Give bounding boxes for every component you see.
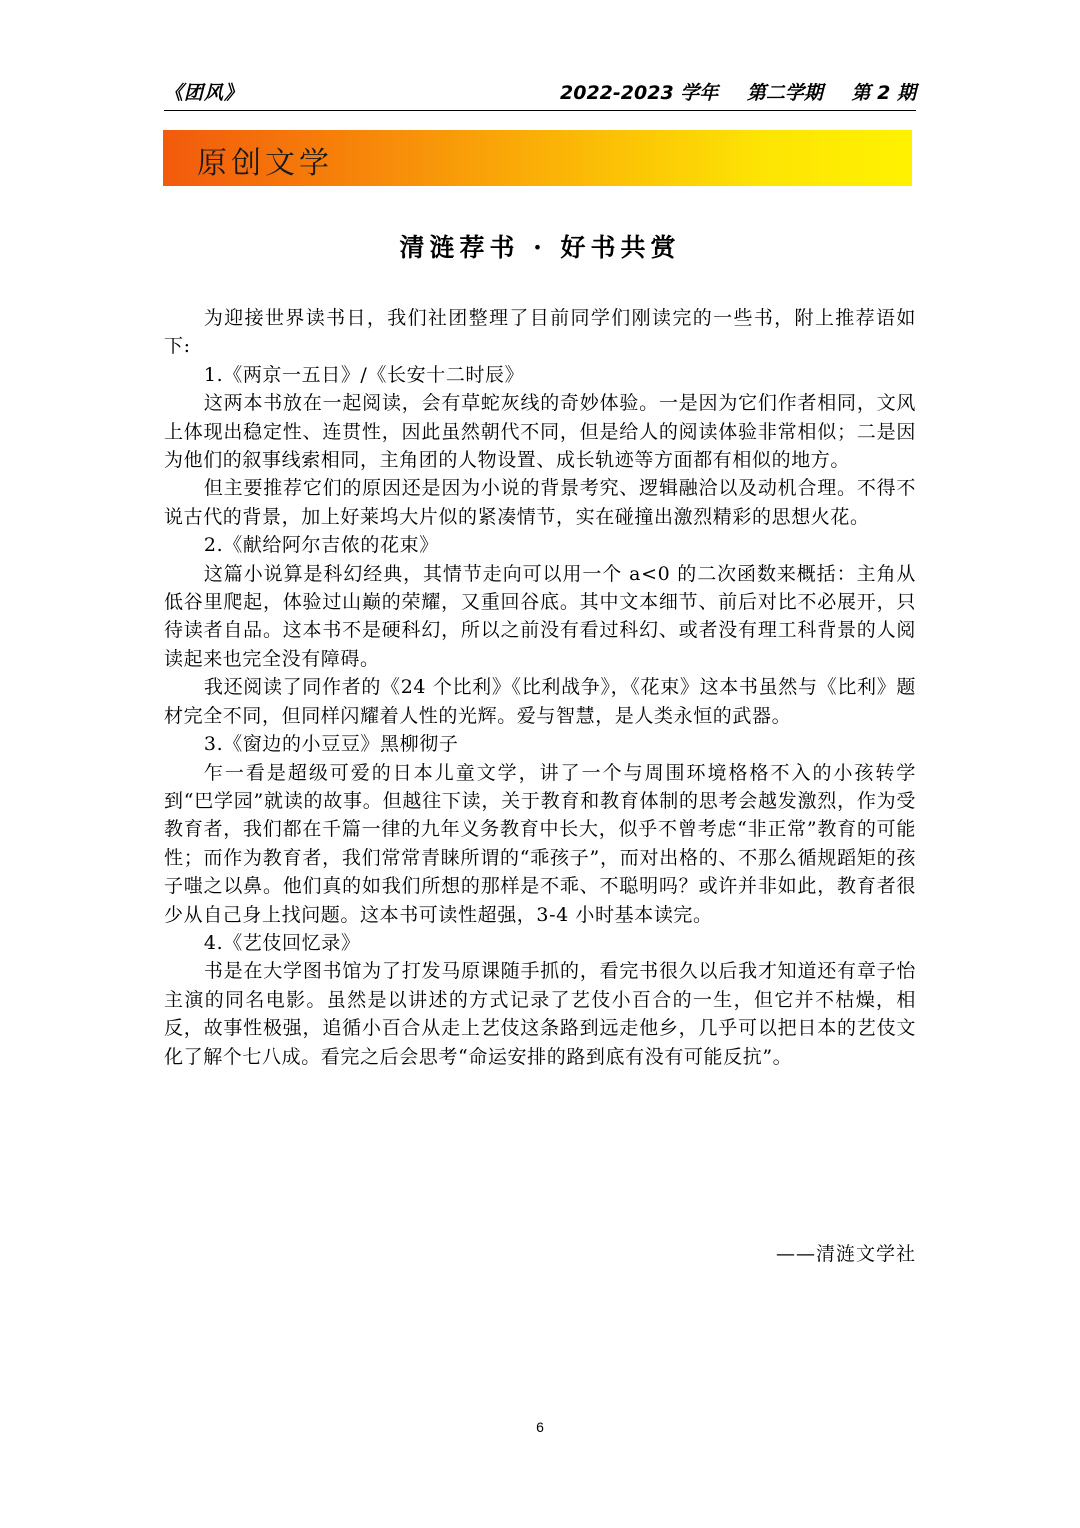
section-title: 原创文学: [197, 146, 333, 181]
intro-paragraph: 为迎接世界读书日，我们社团整理了目前同学们刚读完的一些书，附上推荐语如下:: [164, 307, 916, 358]
book-2-paragraph-1: 这篇小说算是科幻经典，其情节走向可以用一个 a<0 的二次函数来概括：主角从低谷里爬起，体验过山巅的荣耀，又重回谷底。其中文本细节、前后对比不必展开，只待读者自品。这本书不是硬科幻，所以之前没有看过科幻、或者没有理工科背景的人阅读起来也完全没有障碍。: [164, 562, 916, 670]
article-body: [164, 304, 916, 1071]
semester: 第二学期: [746, 82, 823, 104]
header-divider: [164, 110, 916, 111]
book-3-paragraph-1: 乍一看是超级可爱的日本儿童文学，讲了一个与周围环境格格不入的小孩转学到“巴学园”就读的故事。但越往下读，关于教育和教育体制的思考会越发激烈，作为受教育者，我们都在千篇一律的九年义务教育中长大，似乎不曾考虑“非正常”教育的可能性；而作为教育者，我们常常青睐所谓的“乖孩子”，而对出格的、不那么循规蹈矩的孩子嗤之以鼻。他们真的如我们所想的那样是不乖、不聪明吗？或许并非如此，教育者很少从自己身上找问题。这本书可读性超强，3-4 小时基本读完。: [164, 761, 916, 926]
publication-name: 《团风》: [164, 82, 245, 104]
book-heading-3: 3.《窗边的小豆豆》黑柳彻子: [203, 733, 459, 756]
issue-info: [560, 78, 916, 105]
book-1-paragraph-1: 这两本书放在一起阅读，会有草蛇灰线的奇妙体验。一是因为它们作者相同，文风上体现出稳定性、连贯性，因此虽然朝代不同，但是给人的阅读体验非常相似；二是因为他们的叙事线索相同，主角团的人物设置、成长轨迹等方面都有相似的地方。: [164, 392, 916, 472]
book-1-paragraph-2: 但主要推荐它们的原因还是因为小说的背景考究、逻辑融洽以及动机合理。不得不说古代的背景，加上好莱坞大片似的紧凑情节，实在碰撞出激烈精彩的思想火花。: [164, 477, 916, 528]
book-heading-2: 2.《献给阿尔吉侬的花束》: [203, 534, 439, 557]
academic-year: 2022-2023 学年: [560, 82, 719, 104]
article-title: 清涟荐书 · 好书共赏: [399, 233, 681, 262]
page-number: 6: [536, 1419, 544, 1435]
section-banner: [163, 130, 912, 186]
signature: ——清涟文学社: [775, 1243, 916, 1265]
book-heading-1: 1.《两京一五日》/《长安十二时辰》: [203, 363, 525, 386]
page-header: [164, 78, 916, 108]
book-2-paragraph-2: 我还阅读了同作者的《24 个比利》《比利战争》，《花束》这本书虽然与《比利》题材完全不同，但同样闪耀着人性的光辉。爱与智慧，是人类永恒的武器。: [164, 676, 916, 727]
book-heading-4: 4.《艺伎回忆录》: [203, 931, 361, 954]
issue-number: 第 2 期: [851, 82, 916, 104]
book-4-paragraph-1: 书是在大学图书馆为了打发马原课随手抓的，看完书很久以后我才知道还有章子怡主演的同名电影。虽然是以讲述的方式记录了艺伎小百合的一生，但它并不枯燥，相反，故事性极强，追循小百合从走上艺伎这条路到远走他乡，几乎可以把日本的艺伎文化了解个七八成。看完之后会思考“命运安排的路到底有没有可能反抗”。: [164, 960, 916, 1068]
